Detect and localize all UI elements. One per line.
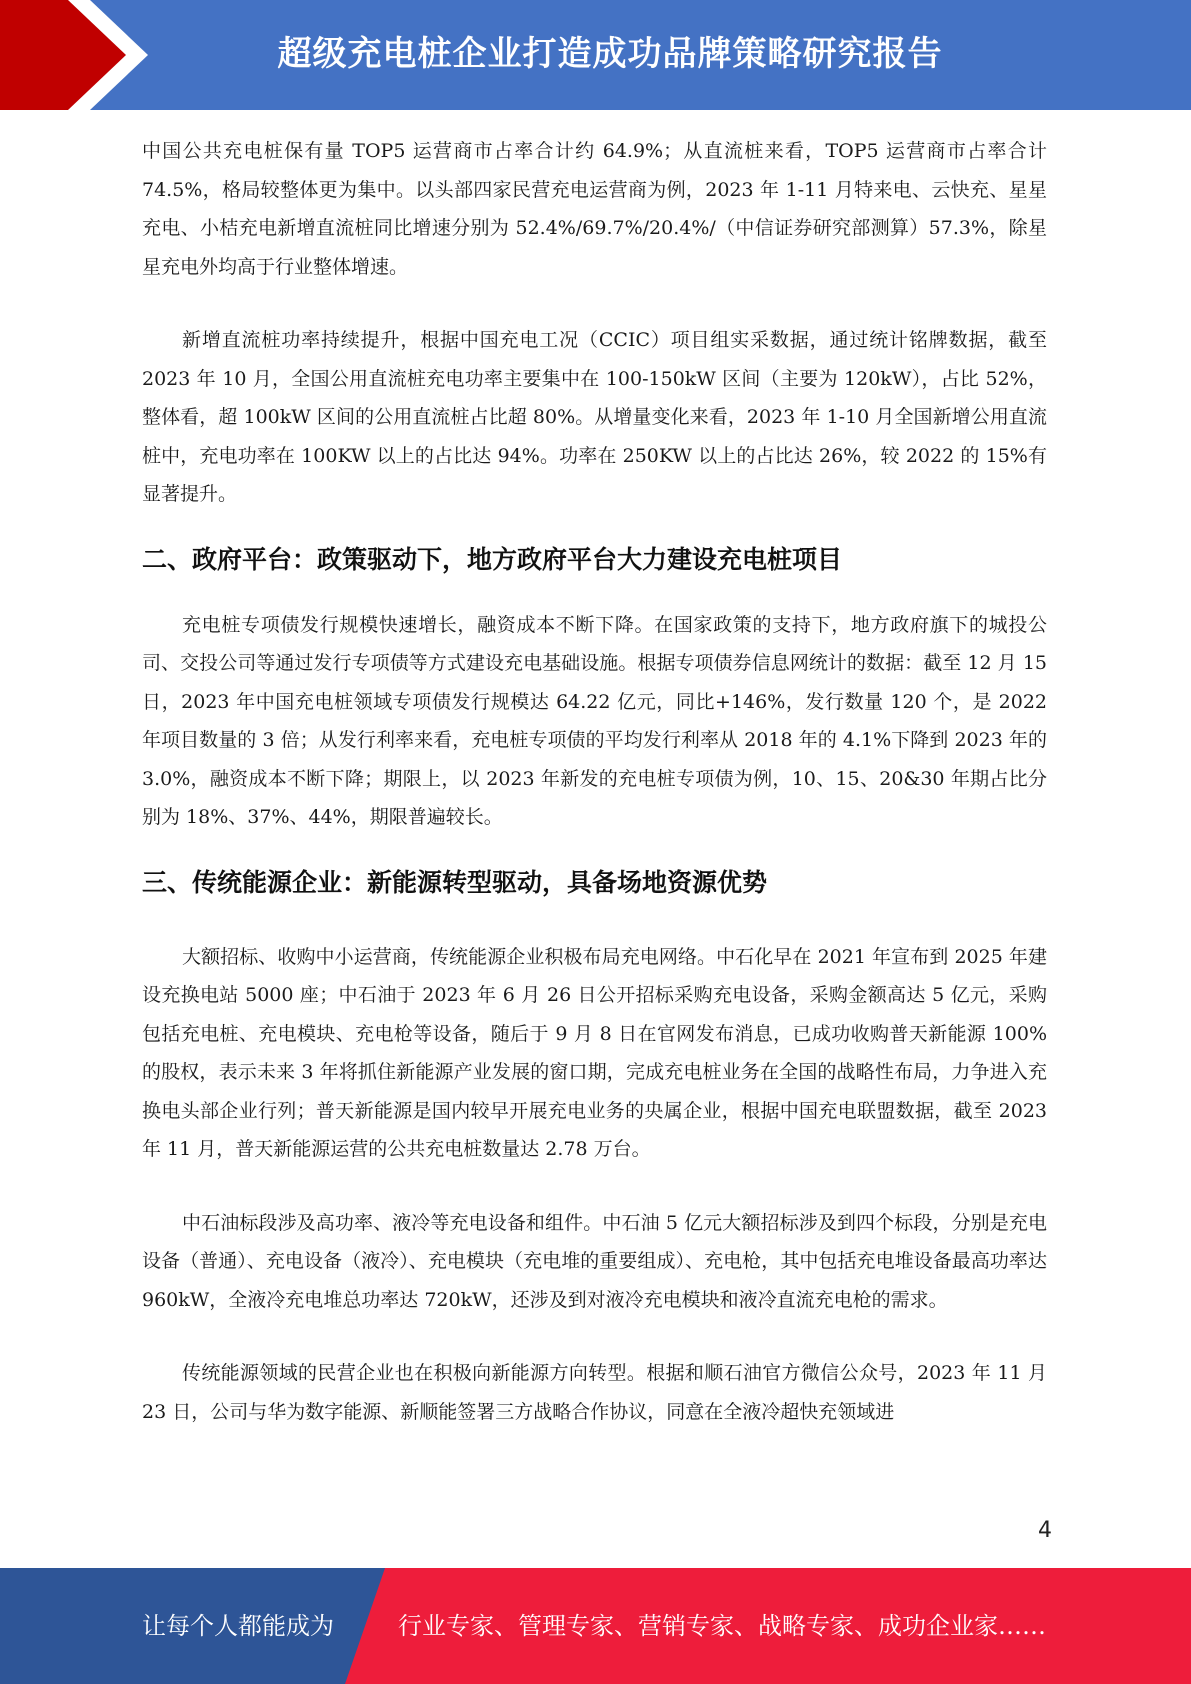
footer-slogan-left: 让每个人都能成为 <box>142 1612 334 1640</box>
paragraph-4: 大额招标、收购中小运营商，传统能源企业积极布局充电网络。中石化早在 2021 年宣布到 2025 年建设充换电站 5000 座；中石油于 2023 年 6 月 26 日公开招标采购充电设备，采购金额高达 5 亿元，采购包括充电桩、充电模块、充电枪等设备，随后于 9 月 8 日在官网发布消息，已成功收购普天新能源 100%的股权，表示未来 3 年将抓住新能源产业发展的窗口期，完成充电桩业务在全国的战略性布局，力争进入充换电头部企业行列；普天新能源是国内较早开展充电业务的央属企业，根据中国充电联盟数据，截至 2023 年 11 月，普天新能源运营的公共充电桩数量达 2.78 万台。 <box>142 945 1047 1160</box>
paragraph-6: 传统能源领域的民营企业也在积极向新能源方向转型。根据和顺石油官方微信公众号，2023 年 11 月 23 日，公司与华为数字能源、新顺能签署三方战略合作协议，同意在全液冷超快充领域进 <box>142 1362 1047 1423</box>
section-heading-2: 二、政府平台：政策驱动下，地方政府平台大力建设充电桩项目 <box>142 544 843 574</box>
footer-slogan-right: 行业专家、管理专家、营销专家、战略专家、成功企业家…… <box>398 1612 1046 1640</box>
section-heading-3: 三、传统能源企业：新能源转型驱动，具备场地资源优势 <box>142 867 768 897</box>
header-red-arrow <box>0 0 160 110</box>
report-title: 超级充电桩企业打造成功品牌策略研究报告 <box>277 34 943 74</box>
header-banner <box>0 0 1191 110</box>
paragraph-2: 新增直流桩功率持续提升，根据中国充电工况（CCIC）项目组实采数据，通过统计铭牌数据，截至 2023 年 10 月，全国公用直流桩充电功率主要集中在 100-150kW 区间（主要为 120kW），占比 52%，整体看，超 100kW 区间的公用直流桩占比超 80%。从增量变化来看，2023 年 1-10 月全国新增公用直流桩中，充电功率在 100KW 以上的占比达 94%。功率在 250KW 以上的占比达 26%，较 2022 的 15%有显著提升。 <box>142 329 1047 505</box>
document-body <box>142 132 1047 1431</box>
paragraph-1: 中国公共充电桩保有量 TOP5 运营商市占率合计约 64.9%；从直流桩来看，TOP5 运营商市占率合计 74.5%，格局较整体更为集中。以头部四家民营充电运营商为例，2023 年 1-11 月特来电、云快充、星星充电、小桔充电新增直流桩同比增速分别为 52.4%/69.7%/20.4%/（中信证券研究部测算）57.3%，除星星充电外均高于行业整体增速。 <box>142 140 1047 278</box>
paragraph-3: 充电桩专项债发行规模快速增长，融资成本不断下降。在国家政策的支持下，地方政府旗下的城投公司、交投公司等通过发行专项债等方式建设充电基础设施。根据专项债券信息网统计的数据：截至 12 月 15 日，2023 年中国充电桩领域专项债发行规模达 64.22 亿元，同比+146%，发行数量 120 个，是 2022 年项目数量的 3 倍；从发行利率来看，充电桩专项债的平均发行利率从 2018 年的 4.1%下降到 2023 年的 3.0%，融资成本不断下降；期限上，以 2023 年新发的充电桩专项债为例，10、15、20&30 年期占比分别为 18%、37%、44%，期限普遍较长。 <box>142 613 1047 828</box>
page-number: 4 <box>1038 1518 1052 1543</box>
footer-banner <box>0 1568 1191 1684</box>
paragraph-5: 中石油标段涉及高功率、液冷等充电设备和组件。中石油 5 亿元大额招标涉及到四个标段，分别是充电设备（普通）、充电设备（液冷）、充电模块（充电堆的重要组成）、充电枪，其中包括充电堆设备最高功率达 960kW，全液冷充电堆总功率达 720kW，还涉及到对液冷充电模块和液冷直流充电枪的需求。 <box>142 1211 1047 1311</box>
